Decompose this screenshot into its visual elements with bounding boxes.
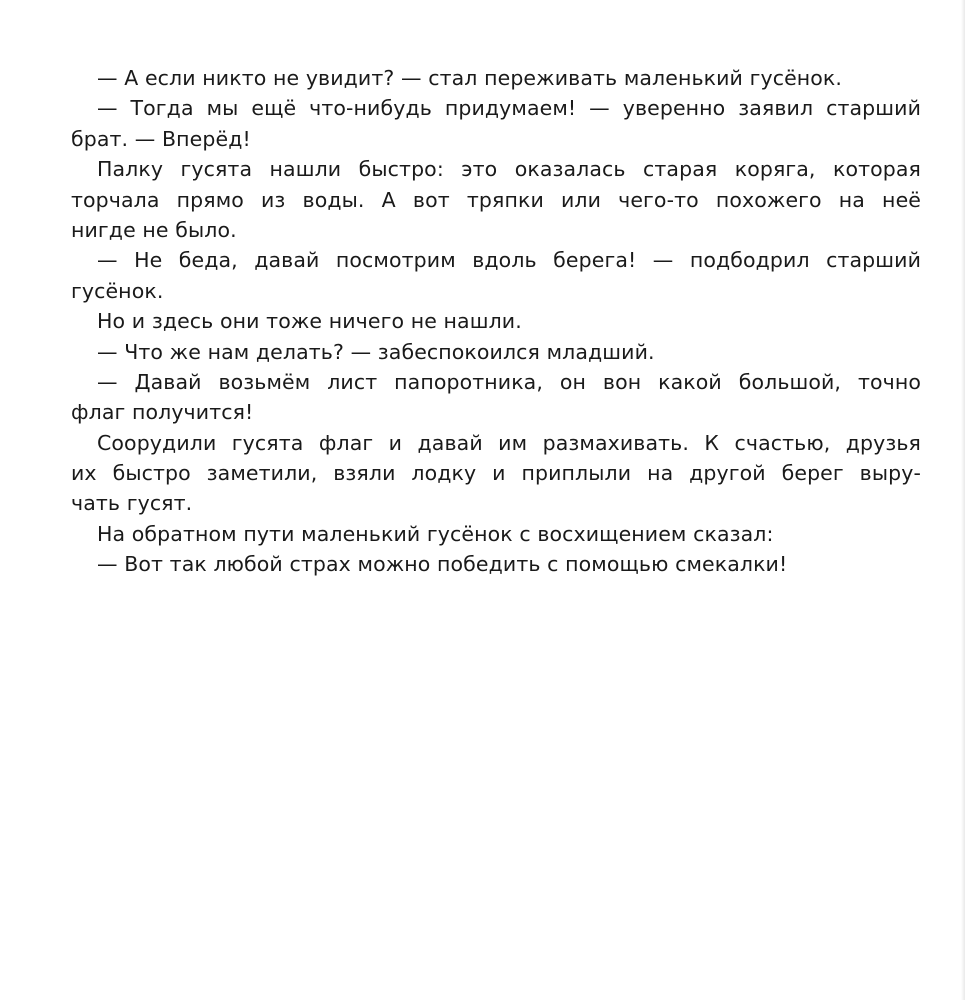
story-text <box>71 63 921 580</box>
text-line: брат. — Вперёд! <box>71 126 251 151</box>
text-line: их быстро заметили, взяли лодку и приплыли на другой берег выру- <box>71 461 921 486</box>
text-line: Но и здесь они тоже ничего не нашли. <box>97 309 522 334</box>
text-line: флаг получится! <box>71 400 254 425</box>
text-line: — Что же нам делать? — забеспокоился младший. <box>97 339 655 364</box>
text-line: На обратном пути маленький гусёнок с восхищением сказал: <box>97 521 774 546</box>
text-line: торчала прямо из воды. А вот тряпки или чего-то похожего на неё <box>71 187 921 212</box>
text-line: чать гусят. <box>71 491 193 516</box>
text-line: гусёнок. <box>71 278 164 303</box>
page-edge <box>961 0 965 1000</box>
text-line: Соорудили гусята флаг и давай им размахивать. К счастью, друзья <box>97 430 921 455</box>
text-line: — Вот так любой страх можно победить с помощью смекалки! <box>97 552 788 577</box>
text-line: Палку гусята нашли быстро: это оказалась старая коряга, которая <box>97 157 921 182</box>
text-line: — Не беда, давай посмотрим вдоль берега! — подбодрил старший <box>97 248 921 273</box>
text-line: нигде не было. <box>71 217 237 242</box>
text-line: — А если никто не увидит? — стал переживать маленький гусёнок. <box>97 66 843 90</box>
text-line: — Тогда мы ещё что-нибудь придумаем! — уверенно заявил старший <box>97 96 921 121</box>
text-line: — Давай возьмём лист папоротника, он вон какой большой, точно <box>97 369 921 394</box>
